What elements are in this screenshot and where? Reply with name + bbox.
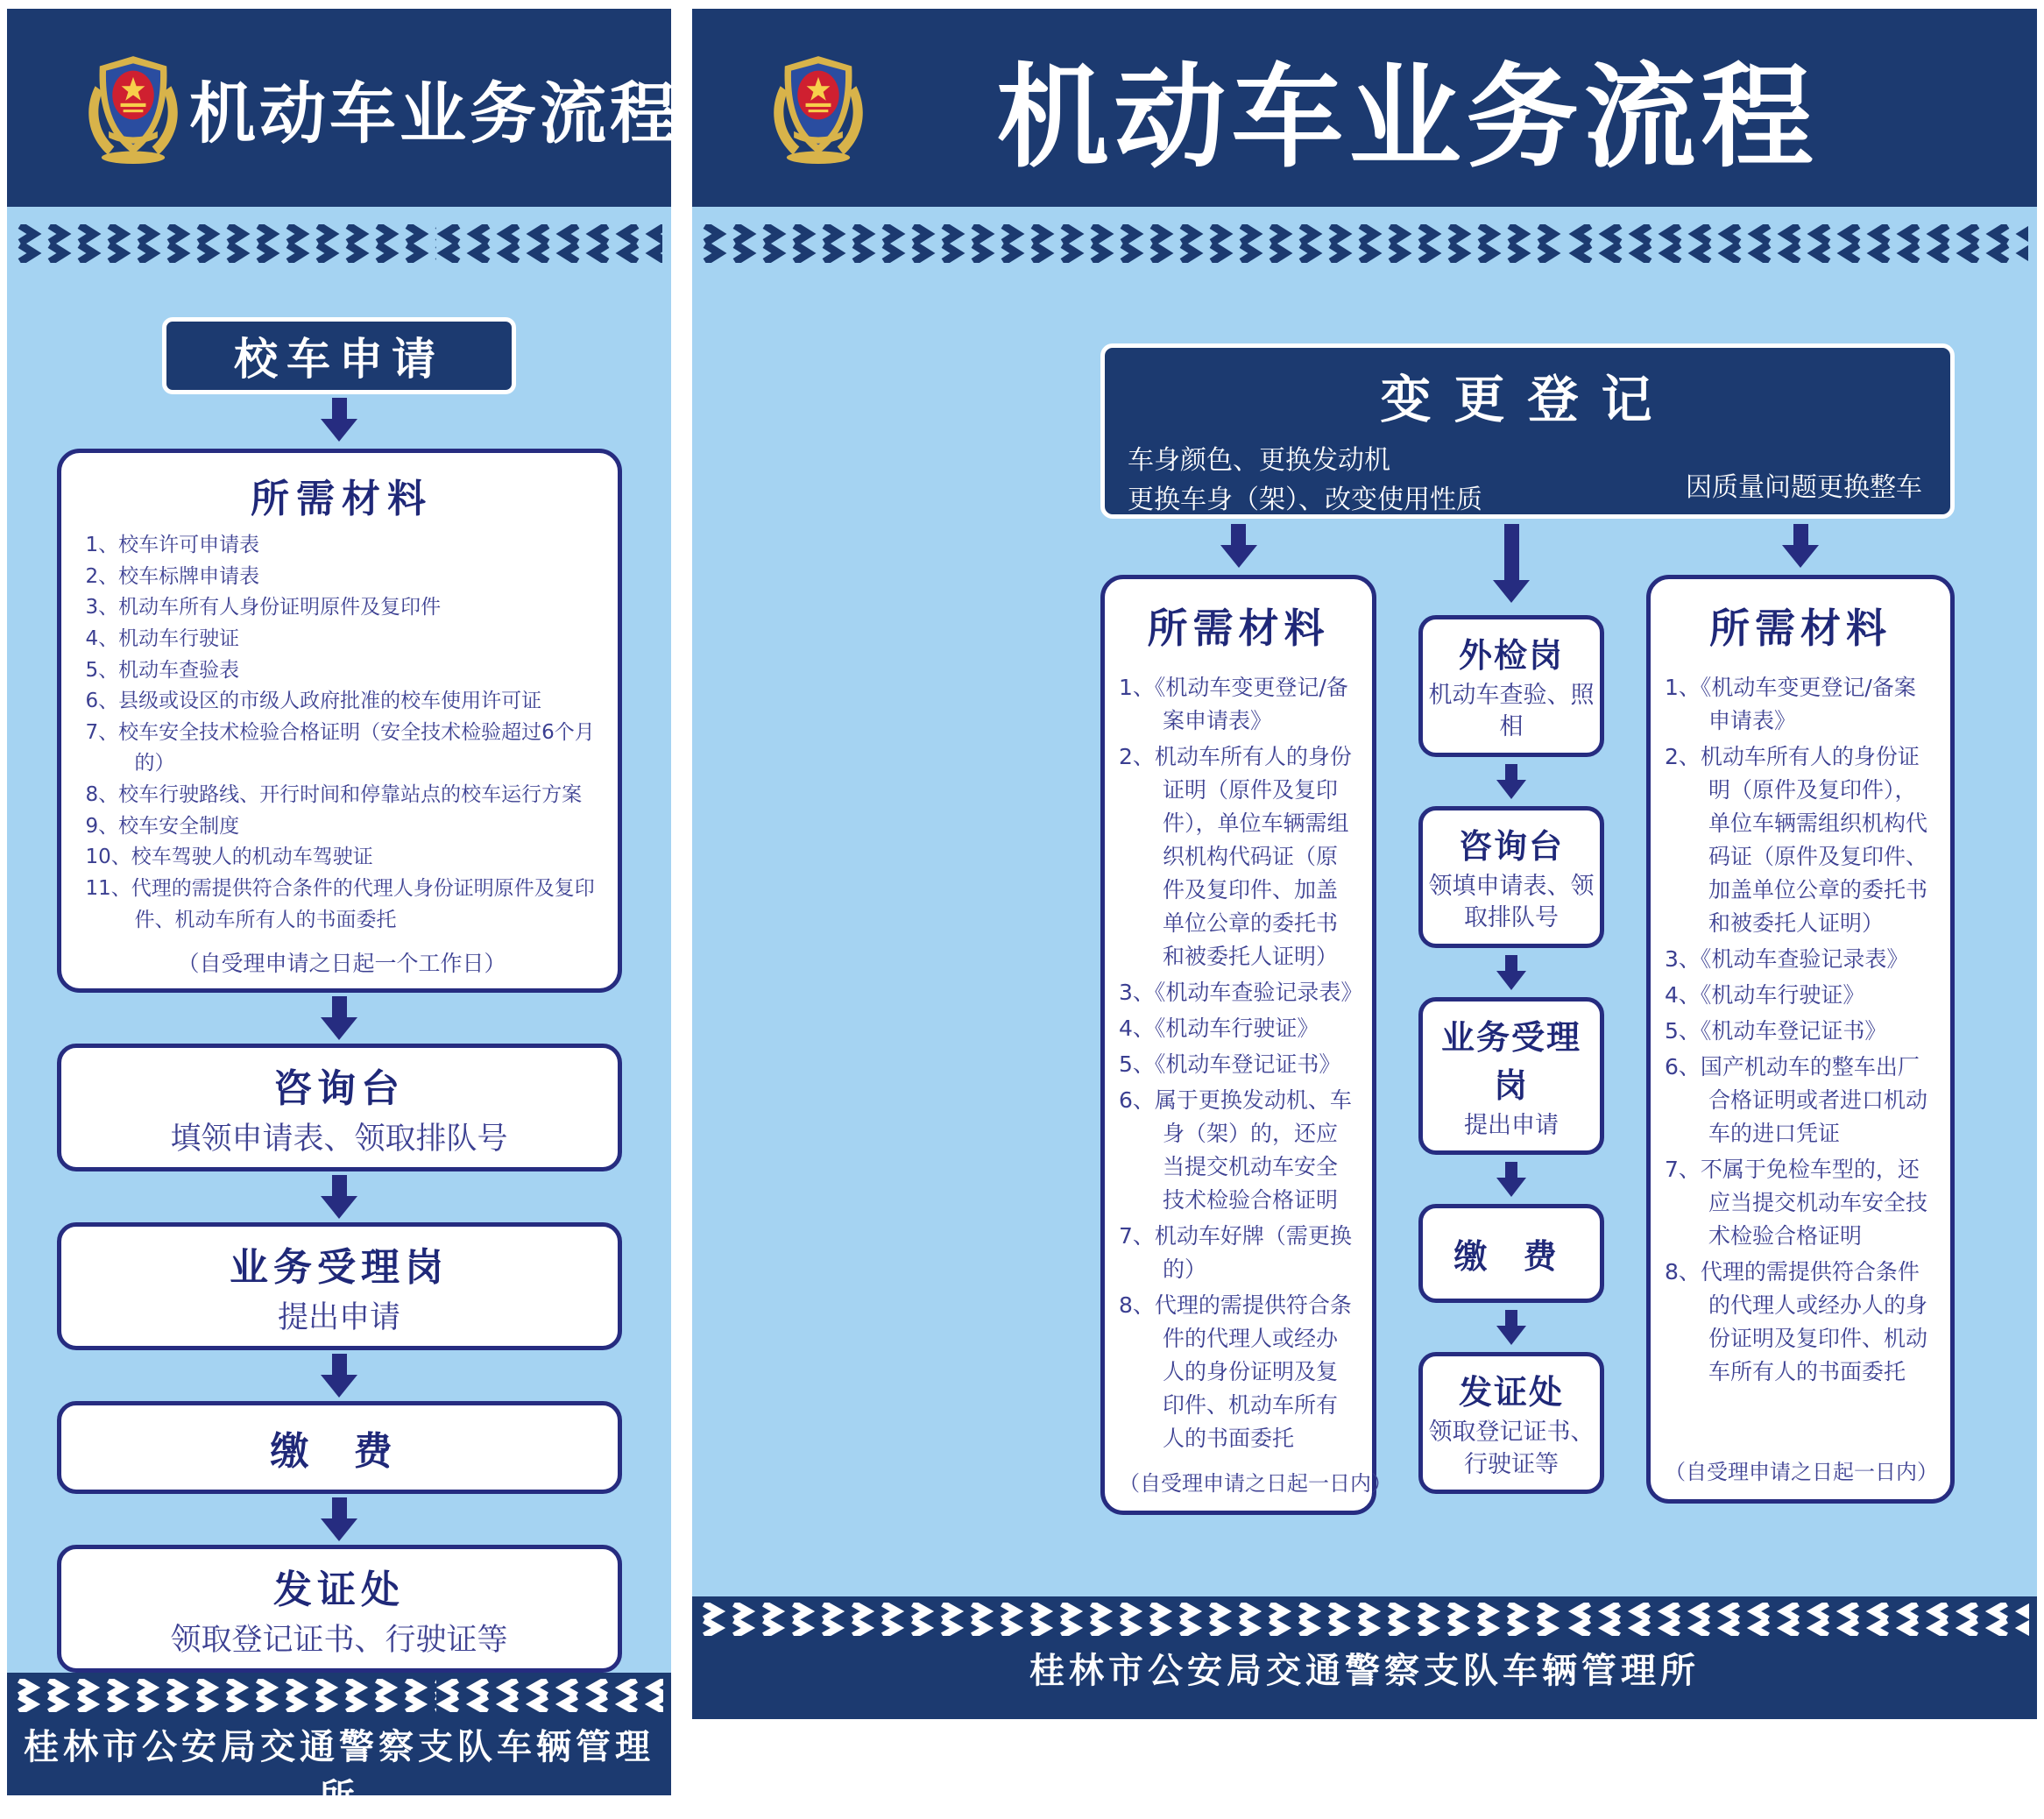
- step-title: 咨询台: [1458, 826, 1564, 866]
- panel-school-bus: [7, 9, 680, 1818]
- materials-list: [1665, 669, 1936, 1389]
- organization-name: 桂林市公安局交通警察支队车辆管理所: [24, 1727, 654, 1818]
- material-item: 5、《机动车登记证书》: [1119, 1051, 1341, 1077]
- step-subtitle: 领取登记证书、行驶证等: [1428, 1419, 1595, 1478]
- step-title: 发证处: [273, 1568, 405, 1613]
- material-item: 8、校车行驶路线、开行时间和停靠站点的校车运行方案: [85, 783, 583, 807]
- materials-title: 所需材料: [251, 477, 433, 521]
- branch-labels: [1128, 441, 1927, 520]
- panel-title: 机动车业务流程: [189, 74, 680, 152]
- step-subtitle: 提出申请: [277, 1300, 400, 1336]
- branch-left-line1: 车身颜色、更换发动机: [1128, 445, 1390, 476]
- step-acceptance-post: [1418, 997, 1604, 1155]
- material-item: 4、《机动车行驶证》: [1119, 1016, 1319, 1041]
- panel-header: [692, 9, 2037, 207]
- material-item: 5、《机动车登记证书》: [1665, 1018, 1887, 1044]
- processing-time-note: （自受理申请之日起一日内）: [1665, 1460, 1938, 1484]
- step-title: 外检岗: [1458, 636, 1564, 675]
- down-arrow-icon: [321, 1497, 357, 1541]
- branch-left-line2: 更换车身（架）、改变使用性质: [1128, 485, 1482, 515]
- step-title: 缴 费: [270, 1429, 408, 1475]
- change-registration-flow: [1100, 343, 1955, 1515]
- step-certificate-issuance: [1418, 1352, 1604, 1494]
- step-subtitle: 提出申请: [1464, 1111, 1559, 1139]
- down-arrow-icon: [1496, 955, 1526, 990]
- chevron-divider-icon: [15, 1679, 663, 1712]
- step-acceptance-post: [57, 1222, 622, 1350]
- material-item: 3、机动车所有人身份证明原件及复印件: [85, 596, 442, 619]
- branch-left-label: [1128, 441, 1482, 520]
- step-certificate-issuance: [57, 1545, 622, 1673]
- down-arrow-icon: [1496, 1310, 1526, 1345]
- material-item: 1、校车许可申请表: [85, 534, 260, 556]
- material-item: 6、属于更换发动机、车身（架）的，还应当提交机动车安全技术检验合格证明: [1119, 1087, 1352, 1213]
- material-item: 2、机动车所有人的身份证明（原件及复印件），单位车辆需组织机构代码证（原件及复印件、加盖单位公章的委托书和被委托人证明）: [1119, 744, 1352, 969]
- material-item: 11、代理的需提供符合条件的代理人身份证明原件及复印件、机动车所有人的书面委托: [85, 877, 595, 931]
- materials-title: 所需材料: [1709, 605, 1892, 652]
- step-title: 业务受理岗: [230, 1245, 449, 1291]
- down-arrow-icon: [1496, 764, 1526, 799]
- police-emblem-icon: [77, 33, 189, 182]
- panel-body: [7, 207, 671, 1673]
- material-item: 9、校车安全制度: [85, 814, 240, 838]
- panel-title: 机动车业务流程: [996, 53, 1819, 183]
- step-consultation-desk: [1418, 806, 1604, 948]
- panel-header: [7, 9, 680, 207]
- chevron-divider-icon: [700, 1603, 2029, 1636]
- branch-right-label: 因质量问题更换整车: [1686, 472, 1922, 503]
- down-arrow-icon: [321, 1175, 357, 1219]
- step-title: 缴 费: [1453, 1237, 1569, 1277]
- flow-title-label: 校车申请: [234, 334, 444, 385]
- material-item: 1、《机动车变更登记/备案申请表》: [1665, 675, 1916, 733]
- police-emblem-icon: [762, 33, 874, 182]
- down-arrow-icon: [1496, 1162, 1526, 1197]
- material-item: 2、机动车所有人的身份证明（原件及复印件），单位车辆需组织机构代码证（原件及复印件、加盖单位公章的委托书和被委托人证明）: [1665, 744, 1928, 936]
- processing-time-note: （自受理申请之日起一个工作日）: [177, 951, 506, 977]
- step-payment: [57, 1401, 622, 1494]
- chevron-divider-icon: [16, 224, 662, 263]
- material-item: 6、国产机动车的整车出厂合格证明或者进口机动车的进口凭证: [1665, 1054, 1928, 1146]
- panel-footer: [692, 1596, 2037, 1719]
- material-item: 4、《机动车行驶证》: [1665, 982, 1865, 1008]
- flow-title-change-registration: [1100, 343, 1955, 519]
- panel-change-registration: [692, 9, 2037, 1719]
- step-consultation-desk: [57, 1044, 622, 1171]
- materials-box-right: [1646, 575, 1955, 1504]
- organization-name: 桂林市公安局交通警察支队车辆管理所: [1029, 1651, 1700, 1691]
- step-subtitle: 机动车查验、照相: [1428, 682, 1595, 741]
- down-arrow-icon: [321, 1354, 357, 1398]
- step-subtitle: 领填申请表、领取排队号: [1428, 872, 1595, 932]
- material-item: 3、《机动车查验记录表》: [1119, 980, 1363, 1005]
- down-arrow-icon: [321, 996, 357, 1040]
- material-item: 5、机动车查验表: [85, 658, 240, 682]
- materials-box: [57, 449, 622, 993]
- material-item: 3、《机动车查验记录表》: [1665, 946, 1909, 972]
- step-title: 咨询台: [273, 1066, 405, 1112]
- materials-list: [86, 530, 598, 936]
- materials-box-left: [1100, 575, 1392, 1515]
- material-item: 2、校车标牌申请表: [85, 564, 260, 588]
- material-item: 6、县级或设区的市级人政府批准的校车使用许可证: [85, 690, 542, 713]
- material-item: 8、代理的需提供符合条件的代理人或经办人的身份证明及复印件、机动车所有人的书面委托: [1665, 1259, 1928, 1384]
- materials-title: 所需材料: [1147, 605, 1330, 652]
- flow-columns: [1100, 575, 1955, 1515]
- material-item: 7、不属于免检车型的，还应当提交机动车安全技术检验合格证明: [1665, 1157, 1928, 1249]
- panel-footer: [7, 1673, 671, 1818]
- material-item: 7、机动车好牌（需更换的）: [1119, 1223, 1352, 1282]
- chevron-divider-icon: [701, 224, 2028, 263]
- material-item: 1、《机动车变更登记/备案申请表》: [1119, 675, 1348, 733]
- material-item: 8、代理的需提供符合条件的代理人或经办人的身份证明及复印件、机动车所有人的书面委托: [1119, 1292, 1352, 1451]
- material-item: 10、校车驾驶人的机动车驾驶证: [85, 846, 373, 869]
- step-subtitle: 领取登记证书、行驶证等: [170, 1623, 508, 1659]
- down-arrow-icon: [321, 398, 357, 442]
- flow-title-label: 变更登记: [1380, 370, 1675, 429]
- material-item: 7、校车安全技术检验合格证明（安全技术检验超过6个月的）: [85, 720, 595, 775]
- step-title: 发证处: [1458, 1373, 1564, 1412]
- process-column: [1376, 575, 1646, 1494]
- flow-title-school-bus: [162, 317, 516, 394]
- materials-list: [1119, 669, 1363, 1455]
- step-subtitle: 填领申请表、领取排队号: [170, 1122, 508, 1157]
- step-title: 业务受理岗: [1440, 1017, 1581, 1105]
- processing-time-note: （自受理申请之日起一日内）: [1119, 1471, 1392, 1496]
- panel-body: [692, 207, 2037, 1596]
- down-arrow-icon: [1220, 524, 1257, 568]
- material-item: 4、机动车行驶证: [85, 626, 240, 650]
- step-exterior-inspection: [1418, 615, 1604, 757]
- step-payment: [1418, 1204, 1604, 1303]
- down-arrow-icon: [1782, 524, 1819, 568]
